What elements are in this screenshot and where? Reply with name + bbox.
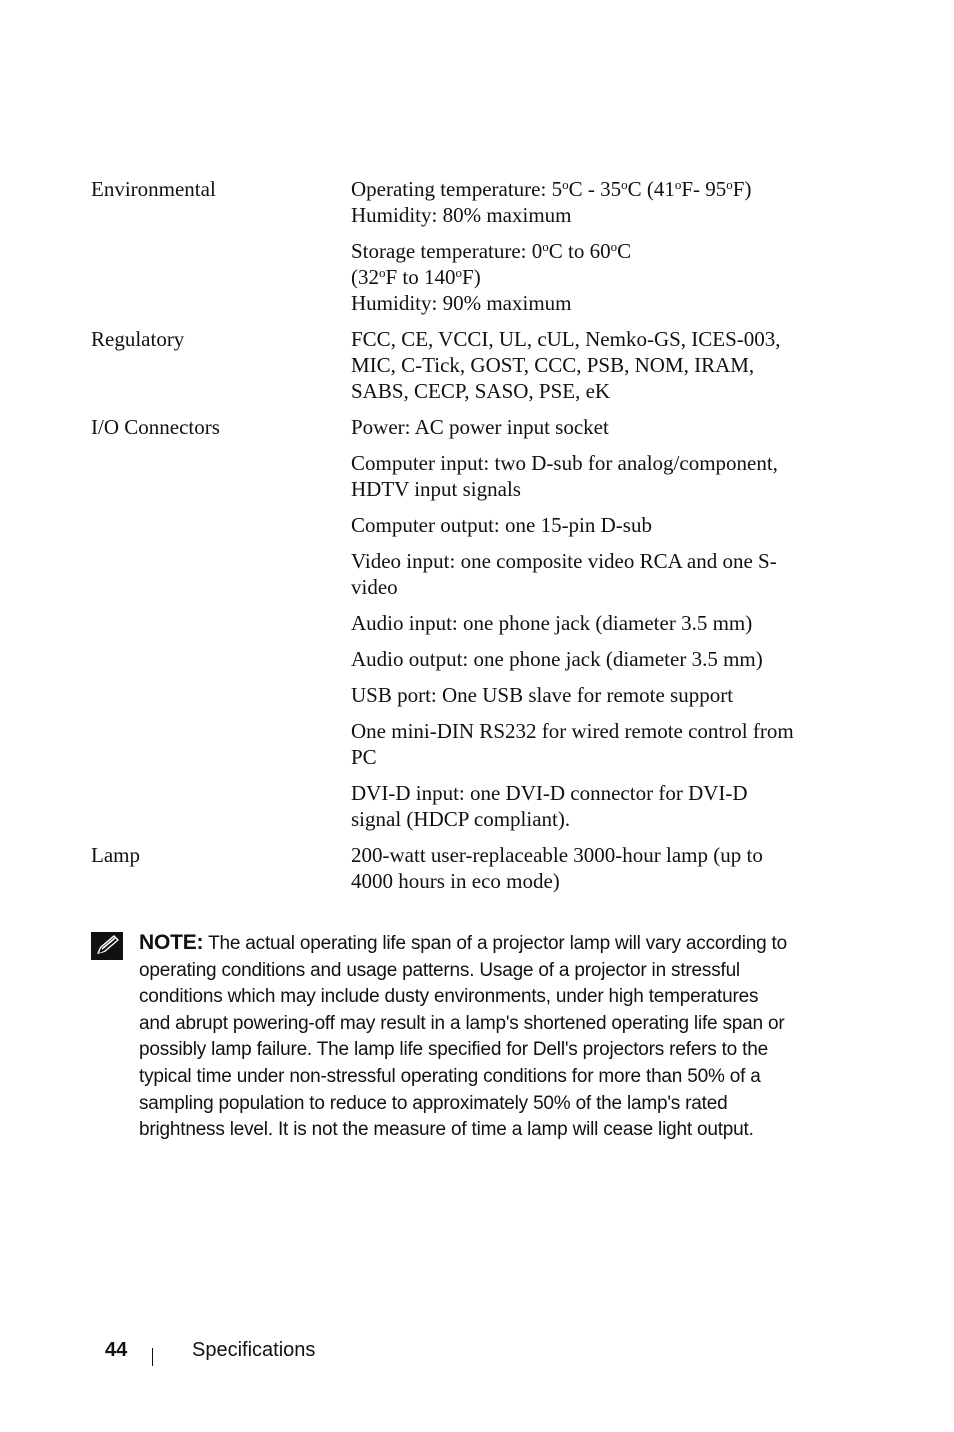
spec-text: Power: AC power input socket: [351, 415, 609, 439]
spec-text: signal (HDCP compliant).: [351, 807, 571, 831]
spec-text: Computer output: one 15-pin D-sub: [351, 513, 652, 537]
spec-value: [351, 842, 831, 894]
spec-row: [91, 326, 831, 404]
spec-value: [351, 610, 831, 636]
degree-superscript: o: [379, 265, 386, 280]
note-line: The actual operating life span of a projector lamp will vary according to: [208, 933, 788, 954]
spec-value: [351, 450, 831, 502]
section-name: Specifications: [192, 1339, 316, 1361]
spec-table: [91, 176, 831, 904]
spec-text: F- 95: [681, 177, 727, 201]
spec-text: Humidity: 80% maximum: [351, 203, 572, 227]
spec-text: FCC, CE, VCCI, UL, cUL, Nemko-GS, ICES-003,: [351, 327, 781, 351]
note-line: conditions which may include dusty environments, under high temperatures: [139, 986, 759, 1008]
spec-text: DVI-D input: one DVI-D connector for DVI-D: [351, 781, 748, 805]
spec-text: Storage temperature: 0: [351, 239, 543, 263]
spec-text: F): [732, 177, 752, 201]
note-block: [91, 930, 831, 1144]
spec-text: Audio input: one phone jack (diameter 3.5 mm): [351, 611, 753, 635]
spec-row: [91, 176, 831, 316]
spec-value: [351, 414, 831, 440]
spec-label: Environmental: [91, 177, 216, 201]
spec-text: F to 140: [385, 265, 456, 289]
spec-value: [351, 548, 831, 600]
spec-value: [351, 718, 831, 770]
degree-superscript: o: [621, 177, 628, 192]
spec-value: [351, 238, 831, 316]
spec-value: [351, 326, 831, 404]
spec-value: [351, 780, 831, 832]
degree-superscript: o: [455, 265, 463, 280]
note-line: possibly lamp failure. The lamp life specified for Dell's projectors refers to the: [139, 1039, 768, 1061]
note-label: NOTE:: [139, 931, 204, 954]
note-pencil-icon: [91, 932, 123, 960]
spec-label: I/O Connectors: [91, 415, 220, 439]
spec-text: PC: [351, 745, 377, 769]
spec-label: Regulatory: [91, 327, 185, 351]
note-line: typical time under non-stressful operating conditions for more than 50% of a: [139, 1065, 761, 1087]
spec-text: Video input: one composite video RCA and one S-: [351, 549, 777, 573]
spec-text: (32: [351, 265, 379, 289]
note-line: brightness level. It is not the measure of time a lamp will cease light output.: [139, 1119, 754, 1141]
note-text: [139, 933, 787, 1140]
spec-text: 200-watt user-replaceable 3000-hour lamp (up to: [351, 843, 763, 867]
spec-label: Lamp: [91, 843, 140, 867]
spec-text: video: [351, 575, 398, 599]
spec-text: MIC, C-Tick, GOST, CCC, PSB, NOM, IRAM,: [351, 353, 755, 377]
note-line: sampling population to reduce to approximately 50% of the lamp's rated: [139, 1092, 728, 1114]
degree-superscript: o: [542, 239, 549, 254]
spec-text: Humidity: 90% maximum: [351, 291, 572, 315]
degree-superscript: o: [726, 177, 733, 192]
spec-values: [351, 414, 831, 832]
degree-superscript: o: [562, 177, 569, 192]
page-number: 44: [105, 1339, 128, 1361]
note-body: [139, 930, 831, 1144]
spec-text: Audio output: one phone jack (diameter 3.5 mm): [351, 647, 763, 671]
spec-value: [351, 646, 831, 672]
spec-text: HDTV input signals: [351, 477, 521, 501]
spec-text: Computer input: two D-sub for analog/component,: [351, 451, 778, 475]
degree-superscript: o: [674, 177, 682, 192]
footer-divider: [152, 1348, 153, 1366]
spec-row: [91, 842, 831, 894]
spec-text: C to 60: [548, 239, 611, 263]
spec-text: Operating temperature: 5: [351, 177, 563, 201]
spec-text: C (41: [627, 177, 675, 201]
spec-text: C - 35: [568, 177, 622, 201]
spec-values: [351, 176, 831, 316]
spec-value: [351, 682, 831, 708]
spec-row: [91, 414, 831, 832]
spec-text: C: [617, 239, 632, 263]
spec-text: One mini-DIN RS232 for wired remote control from: [351, 719, 794, 743]
spec-values: [351, 326, 831, 404]
note-line: and abrupt powering-off may result in a lamp's shortened operating life span or: [139, 1012, 785, 1034]
spec-value: [351, 512, 831, 538]
spec-text: 4000 hours in eco mode): [351, 869, 560, 893]
note-line: operating conditions and usage patterns. Usage of a projector in stressful: [139, 959, 740, 981]
spec-values: [351, 842, 831, 894]
spec-text: SABS, CECP, SASO, PSE, eK: [351, 379, 611, 403]
degree-superscript: o: [610, 239, 618, 254]
spec-value: [351, 176, 831, 228]
spec-text: USB port: One USB slave for remote support: [351, 683, 734, 707]
spec-text: F): [462, 265, 481, 289]
